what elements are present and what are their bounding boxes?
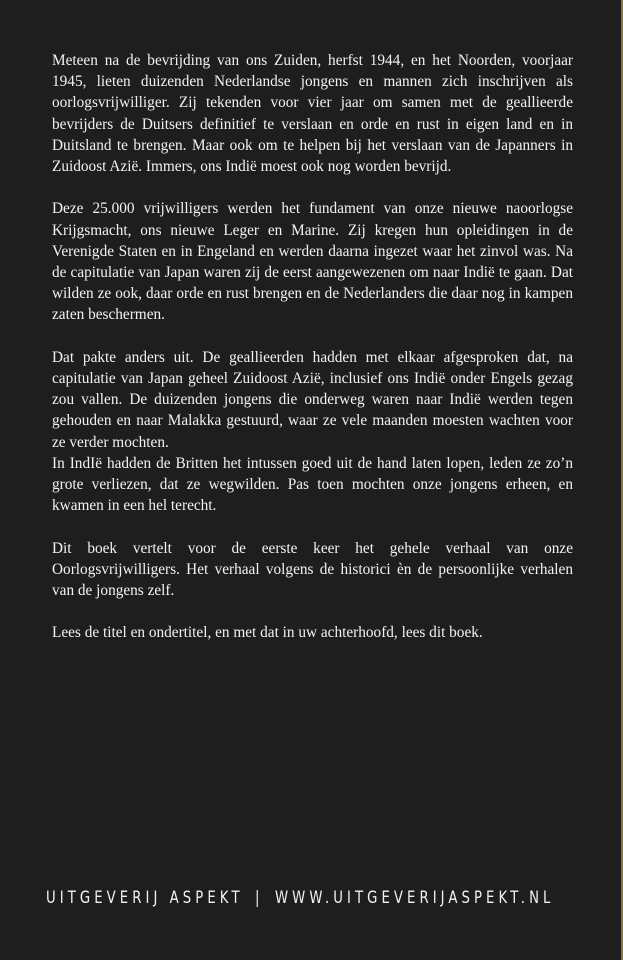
publisher-website: WWW.UITGEVERIJASPEKT.NL	[274, 888, 555, 908]
paragraph-2: Deze 25.000 vrijwilligers werden het fundament van onze nieuwe naoorlogse Krijgsmacht, ons nieuwe Leger en Marine. Zij kregen hun opleidingen in de Verenigde Staten en in Engeland en werden daarna ingezet waar het zinvol was. Na de capitulatie van Japan waren zij de eerst aangewezenen om naar Indië te gaan. Dat wilden ze ook, daar orde en rust brengen en de Nederlanders die daar nog in kampen zaten beschermen.	[52, 200, 573, 324]
footer-separator: |	[255, 888, 264, 908]
publisher-footer	[46, 888, 555, 908]
paragraph-1: Meteen na de bevrijding van ons Zuiden, herfst 1944, en het Noorden, voorjaar 1945, lieten duizenden Nederlandse jongens en mannen zich inschrijven als oorlogsvrijwilliger. Zij tekenden voor vier jaar om samen met de geallieerde bevrijders de Duitsers definitief te verslaan en orde en rust in eigen land en in Duitsland te brengen. Maar ook om te helpen bij het verslaan van de Japanners in Zuidoost Azië. Immers, ons Indië moest ook nog worden bevrijd.	[52, 52, 573, 176]
paragraph-5: Dit boek vertelt voor de eerste keer het gehele verhaal van onze Oorlogsvrijwilligers. Het verhaal volgens de historici èn de persoonlijke verhalen van de jongens zelf.	[52, 539, 573, 600]
back-cover-text	[52, 50, 573, 665]
publisher-name: UITGEVERIJ ASPEKT	[46, 888, 244, 908]
paragraph-6: Lees de titel en ondertitel, en met dat in uw achterhoofd, lees dit boek.	[52, 624, 483, 642]
paragraph-3: Dat pakte anders uit. De geallieerden hadden met elkaar afgesproken dat, na capitulatie van Japan geheel Zuidoost Azië, inclusief ons Indië onder Engels gezag zou vallen. De duizenden jongens die onderweg waren naar Indië werden tegen gehouden en naar Malakka gestuurd, waar ze vele maanden moesten wachten voor ze verder mochten.	[52, 348, 573, 451]
paragraph-4: In IndIë hadden de Britten het intussen goed uit de hand laten lopen, leden ze zo’n grote verliezen, dat ze wegwilden. Pas toen mochten onze jongens erheen, en kwamen in een hel terecht.	[52, 454, 573, 515]
